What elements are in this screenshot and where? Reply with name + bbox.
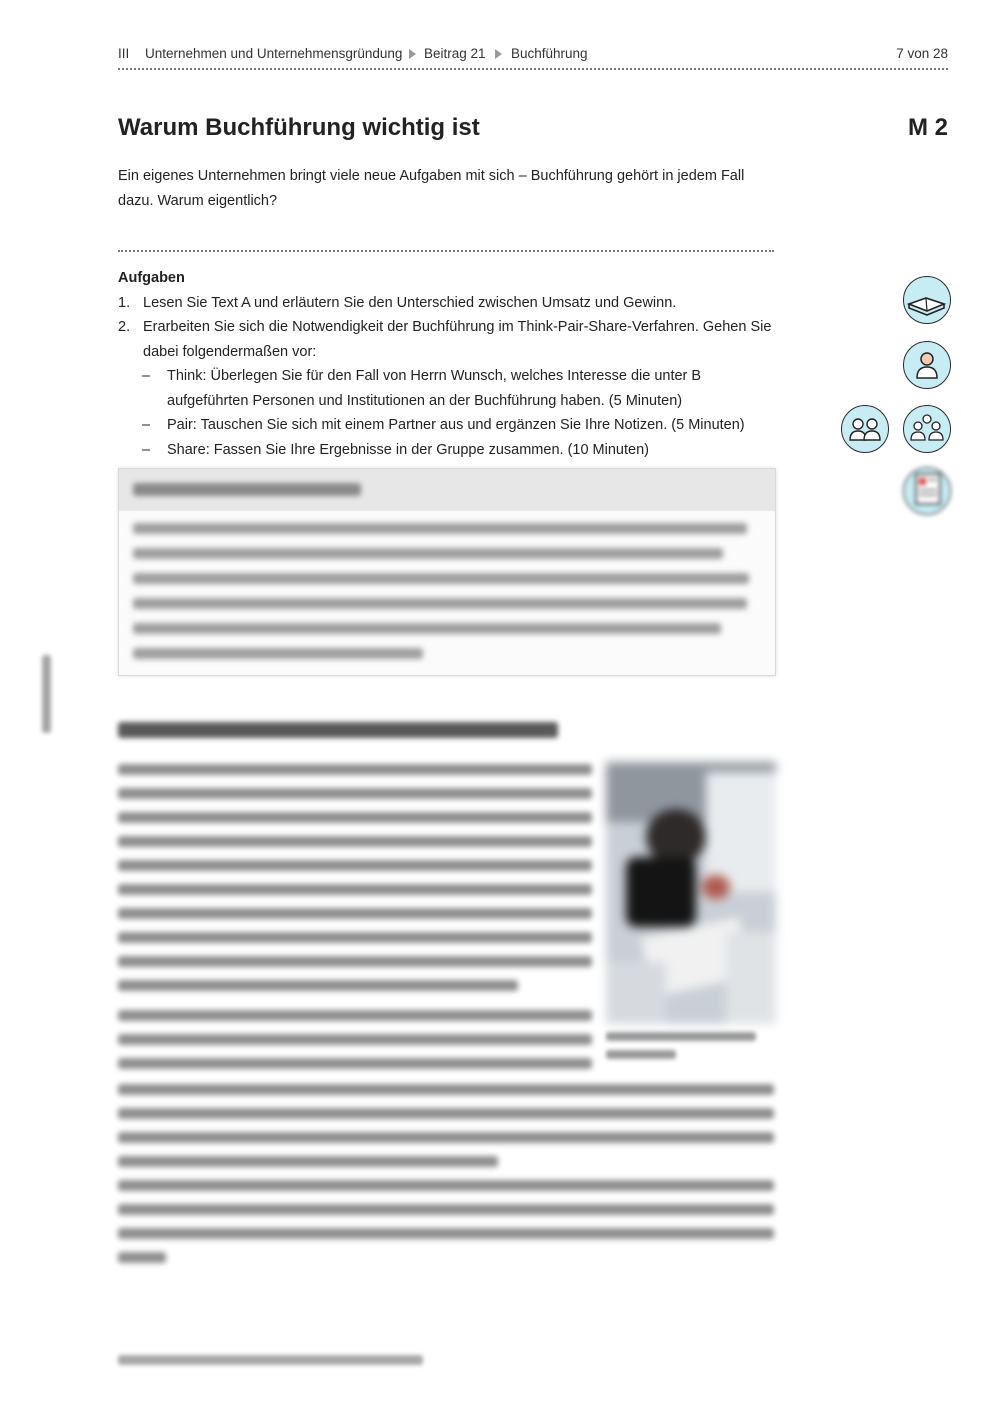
section-a-body-full	[118, 1084, 778, 1274]
task-number: 1.	[118, 294, 131, 311]
task-subitem	[118, 438, 776, 463]
beitrag-label: Beitrag 21	[424, 46, 486, 61]
material-tag: M 2	[907, 114, 948, 141]
book-icon	[903, 276, 951, 324]
subitem-text: Pair: Tauschen Sie sich mit einem Partner aus und ergänzen Sie Ihre Notizen. (5 Minuten)	[167, 417, 745, 433]
task-item	[118, 291, 776, 316]
footer-source	[118, 1355, 438, 1369]
person-icon	[903, 341, 951, 389]
photo-caption	[606, 1032, 776, 1066]
task-subitem	[118, 364, 776, 413]
task-text: Erarbeiten Sie sich die Notwendigkeit der Buchführung im Think-Pair-Share-Verfahren. Gehen Sie dabei folgendermaßen vor:	[143, 319, 772, 360]
breadcrumb-arrow-icon	[495, 49, 502, 59]
document-icon	[903, 467, 951, 515]
section-a-body	[118, 764, 598, 1000]
header-divider	[118, 68, 948, 70]
task-item	[118, 315, 776, 364]
law-box-heading	[133, 483, 363, 497]
task-subitem	[118, 413, 776, 438]
group-icon	[903, 405, 951, 453]
breadcrumb-arrow-icon	[409, 49, 416, 59]
tasks-heading: Aufgaben	[118, 270, 185, 286]
intro-divider	[118, 250, 774, 252]
page-title: Warum Buchführung wichtig ist	[118, 114, 480, 141]
subitem-dash: –	[142, 417, 151, 433]
section-a-body-cont	[118, 1010, 598, 1074]
office-photo	[606, 762, 776, 1024]
chapter-number: III	[118, 46, 130, 61]
task-number: 2.	[118, 319, 131, 335]
subitem-text: Think: Überlegen Sie für den Fall von Herrn Wunsch, welches Interesse die unter B aufgeführten Personen und Institutionen an der Buchführung haben. (5 Minuten)	[167, 368, 702, 409]
subitem-text: Share: Fassen Sie Ihre Ergebnisse in der Gruppe zusammen. (10 Minuten)	[167, 441, 649, 458]
law-box-text	[133, 523, 761, 669]
section-a-heading	[118, 722, 568, 740]
pair-icon	[841, 405, 889, 453]
page-number: 7 von 28	[896, 46, 948, 61]
subject-label: Buchführung	[511, 46, 588, 61]
running-header	[118, 44, 948, 66]
task-text: Lesen Sie Text A und erläutern Sie den Unterschied zwischen Umsatz und Gewinn.	[143, 294, 677, 311]
side-copyright	[40, 655, 54, 735]
subitem-dash: –	[142, 368, 151, 384]
subitem-dash: –	[142, 441, 151, 458]
law-excerpt-box	[118, 468, 776, 676]
intro-text: Ein eigenes Unternehmen bringt viele neue Aufgaben mit sich – Buchführung gehört in jedem Fall dazu. Warum eigentlich?	[118, 168, 745, 209]
task-section	[118, 266, 776, 462]
chapter-topic: Unternehmen und Unternehmensgründung	[145, 46, 403, 61]
